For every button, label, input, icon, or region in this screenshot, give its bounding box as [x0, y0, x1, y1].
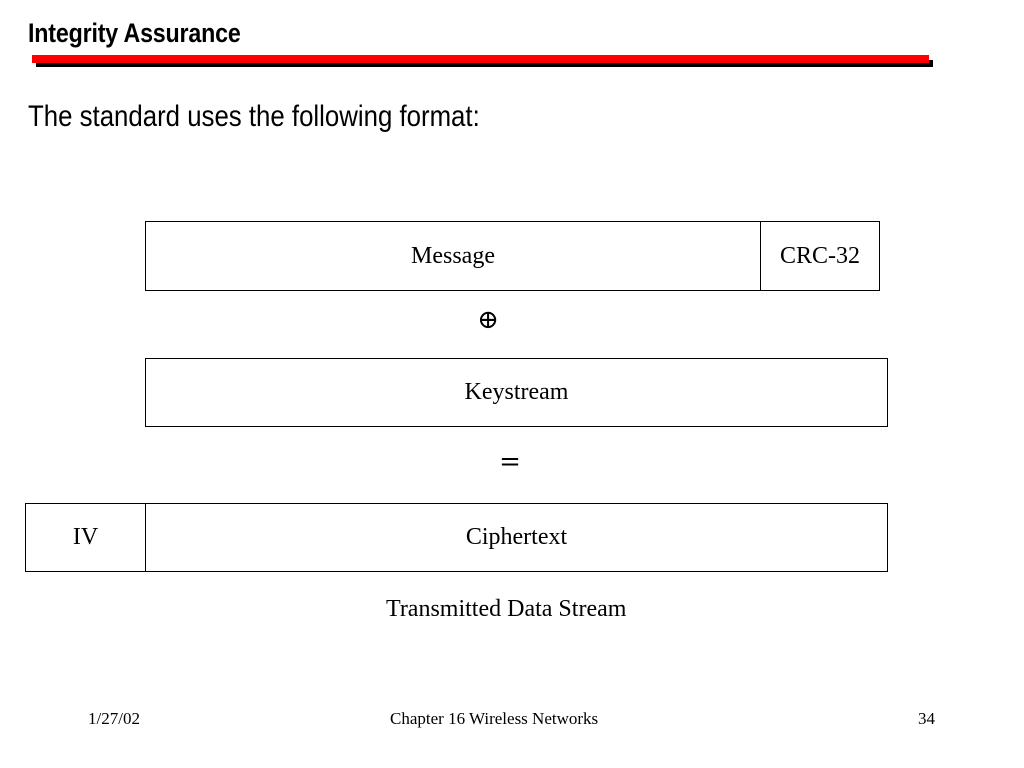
- slide-subtitle: The standard uses the following format:: [28, 100, 480, 133]
- iv-field: IV: [25, 503, 146, 572]
- crc32-field: CRC-32: [760, 221, 880, 291]
- footer-chapter: Chapter 16 Wireless Networks: [390, 709, 599, 728]
- xor-symbol: ⊕: [477, 305, 499, 335]
- keystream-field: Keystream: [145, 358, 888, 427]
- title-rule: [32, 55, 929, 63]
- message-field: Message: [145, 221, 761, 291]
- ciphertext-field: Ciphertext: [145, 503, 888, 572]
- footer-date: 1/27/02: [88, 709, 140, 728]
- footer-page-number: 34: [918, 709, 935, 728]
- equals-symbol: =: [499, 447, 521, 477]
- transmitted-data-stream-caption: Transmitted Data Stream: [386, 596, 627, 622]
- slide-title: Integrity Assurance: [28, 18, 241, 48]
